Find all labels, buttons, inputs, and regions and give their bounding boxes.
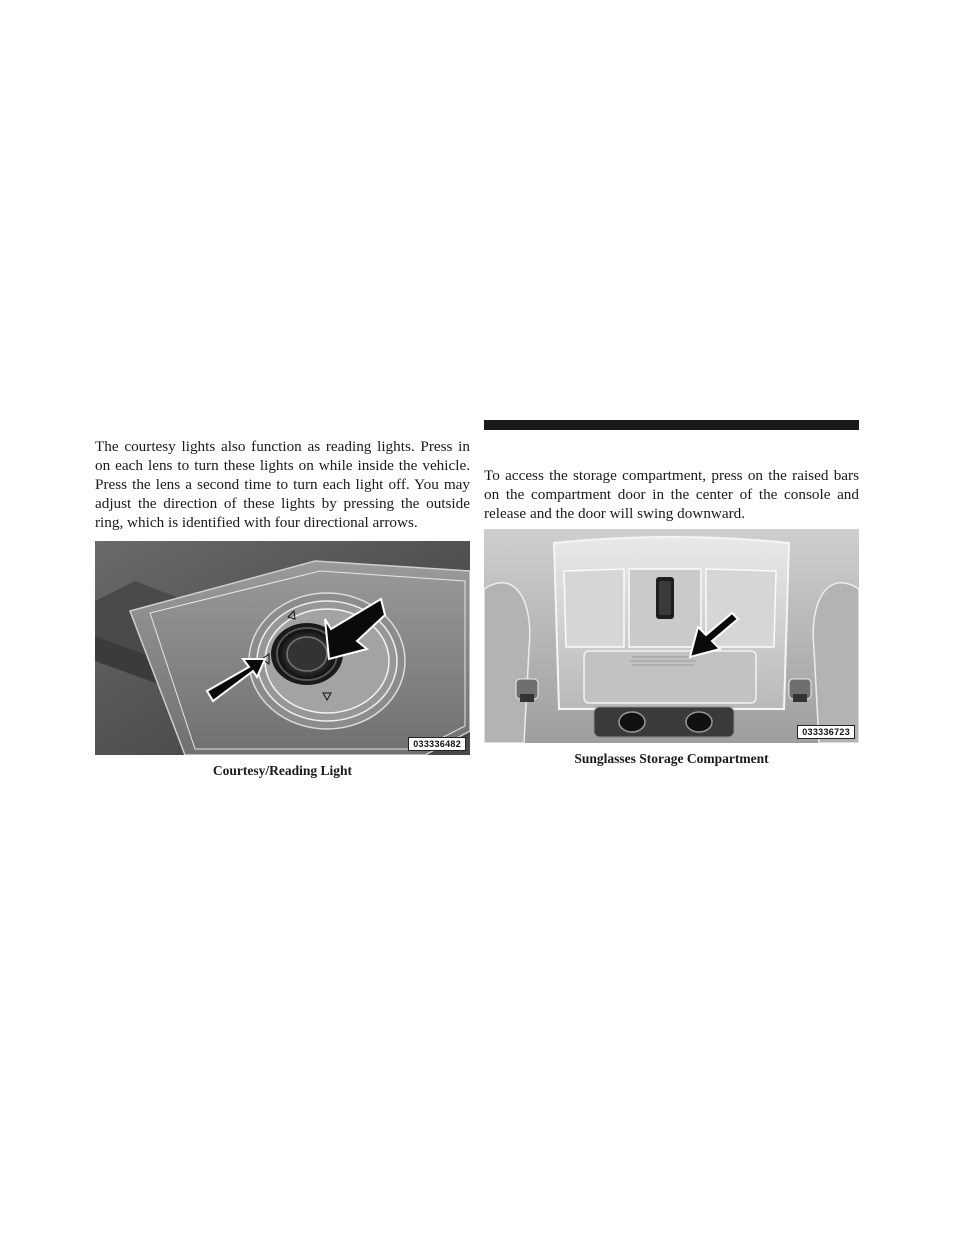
courtesy-light-paragraph: The courtesy lights also function as reading lights. Press in on each lens to turn these lights on while inside the vehicle. Press the lens a second time to turn each light off. You may adjust the direction of these lights by pressing the outside ring, which is identified with four directional arrows.	[95, 438, 470, 531]
section-divider	[484, 420, 859, 430]
figure-id-label: 033336723	[797, 725, 855, 739]
overhead-console-drawing	[484, 529, 859, 743]
courtesy-light-drawing	[95, 541, 470, 755]
right-column	[484, 420, 859, 767]
left-column	[95, 437, 470, 779]
figure-id-label: 033336482	[408, 737, 466, 751]
storage-compartment-paragraph: To access the storage compartment, press on the raised bars on the compartment door in the center of the console and release and the door will swing downward.	[484, 467, 859, 522]
figure-caption: Courtesy/Reading Light	[212, 763, 353, 778]
sunglasses-storage-illustration	[484, 529, 859, 743]
courtesy-light-illustration	[95, 541, 470, 755]
figure-caption: Sunglasses Storage Compartment	[574, 751, 769, 766]
